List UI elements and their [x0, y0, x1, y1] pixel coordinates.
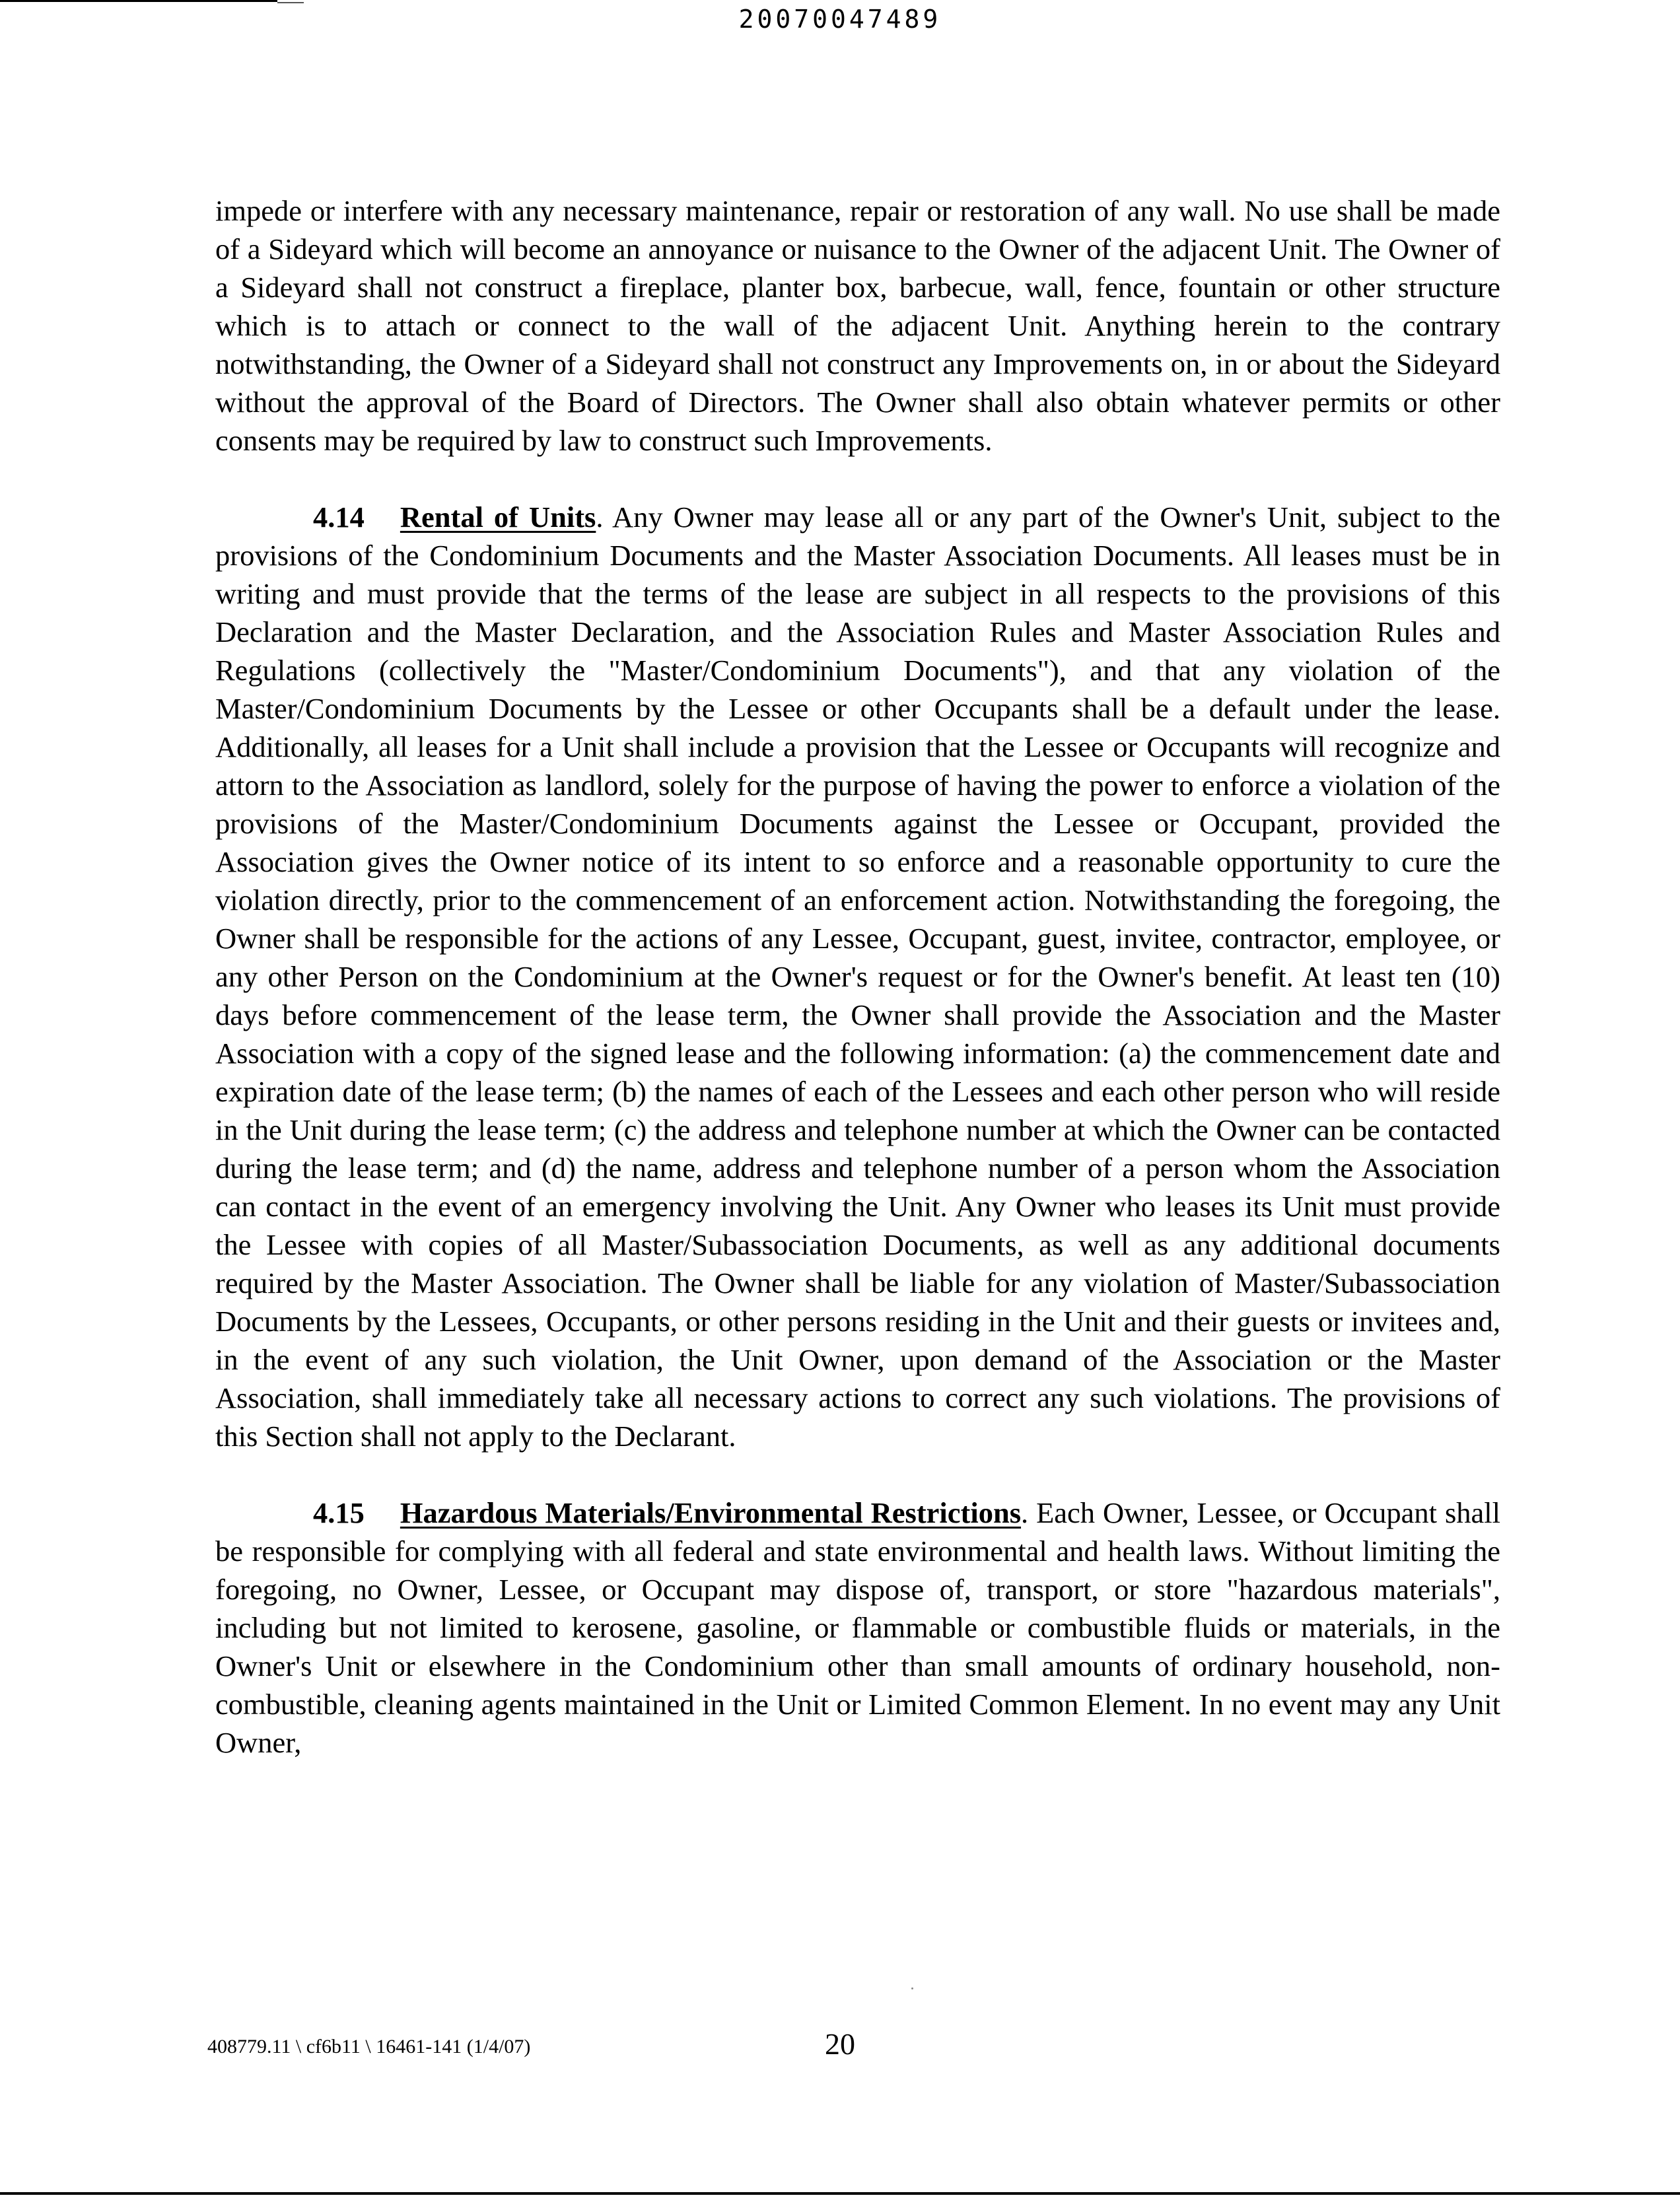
- section-4-15-text: . Each Owner, Lessee, or Occupant shall be responsible for complying with all federal and state environmental and health laws. Without limiting the foregoing, no Owner, Lessee, or Occupant may dispose of, transport, or store "hazardous materials", including but not limited to kerosene, gasoline, or flammable or combustible fluids or materials, in the Owner's Unit or elsewhere in the Condominium other than small amounts of ordinary household, non-combustible, cleaning agents maintained in the Unit or Limited Common Element. In no event may any Unit Owner,: [215, 1496, 1500, 1759]
- document-body: [215, 191, 1500, 1762]
- continuation-paragraph: impede or interfere with any necessary maintenance, repair or restoration of any wall. No use shall be made of a Sideyard which will become an annoyance or nuisance to the Owner of the adjacent Unit. The Owner of a Sideyard shall not construct a fireplace, planter box, barbecue, wall, fence, fountain or other structure which is to attach or connect to the wall of the adjacent Unit. Anything herein to the contrary notwithstanding, the Owner of a Sideyard shall not construct any Improvements on, in or about the Sideyard without the approval of the Board of Directors. The Owner shall also obtain whatever permits or other consents may be required by law to construct such Improvements.: [215, 194, 1500, 457]
- scan-artifact-top-line-tail: [277, 2, 304, 3]
- section-4-14-text: . Any Owner may lease all or any part of the Owner's Unit, subject to the provisions of the Condominium Documents and the Master Association Documents. All leases must be in writing and must provide that the terms of the lease are subject in all respects to the provisions of this Declaration and the Master Declaration, and the Association Rules and Master Association Rules and Regulations (collectively the "Master/Condominium Documents"), and that any violation of the Master/Condominium Documents by the Lessee or other Occupants shall be a default under the lease. Additionally, all leases for a Unit shall include a provision that the Lessee or Occupants will recognize and attorn to the Association as landlord, solely for the purpose of having the power to enforce a violation of the provisions of the Master/Condominium Documents against the Lessee or Occupant, provided the Association gives the Owner notice of its intent to so enforce and a reasonable opportunity to cure the violation directly, prior to the commencement of an enforcement action. Notwithstanding the foregoing, the Owner shall be responsible for the actions of any Lessee, Occupant, guest, invitee, contractor, employee, or any other Person on the Condominium at the Owner's request or for the Owner's benefit. At least ten (10) days before commencement of the lease term, the Owner shall provide the Association and the Master Association with a copy of the signed lease and the following information: (a) the commencement date and expiration date of the lease term; (b) the names of each of the Lessees and each other person who will reside in the Unit during the lease term; (c) the address and telephone number at which the Owner can be contacted during the lease term; and (d) the name, address and telephone number of a person whom the Association can contact in the event of an emergency involving the Unit. Any Owner who leases its Unit must provide the Lessee with copies of all Master/Subassociation Documents, as well as any additional documents required by the Master Association. The Owner shall be liable for any violation of Master/Subassociation Documents by the Lessees, Occupants, or other persons residing in the Unit and their guests or invitees and, in the event of any such violation, the Unit Owner, upon demand of the Association or the Master Association, shall immediately take all necessary actions to correct any such violations. The provisions of this Section shall not apply to the Declarant.: [215, 500, 1500, 1453]
- scan-artifact-bottom-line: [0, 2192, 1680, 2195]
- scan-artifact-top-line: [0, 0, 277, 2]
- section-4-14-number: 4.14: [313, 500, 365, 534]
- section-4-15-number: 4.15: [313, 1496, 365, 1529]
- footer-document-reference: 408779.11 \ cf6b11 \ 16461-141 (1/4/07): [207, 2036, 531, 2057]
- page-number: 20: [825, 2027, 855, 2061]
- section-4-14-title: Rental of Units: [400, 500, 596, 534]
- section-4-14-paragraph: [215, 498, 1500, 1455]
- section-4-15-title: Hazardous Materials/Environmental Restrictions: [400, 1496, 1022, 1529]
- document-number: 20070047489: [738, 5, 942, 34]
- scan-speck: [911, 1987, 913, 1989]
- section-4-15-paragraph: [215, 1494, 1500, 1762]
